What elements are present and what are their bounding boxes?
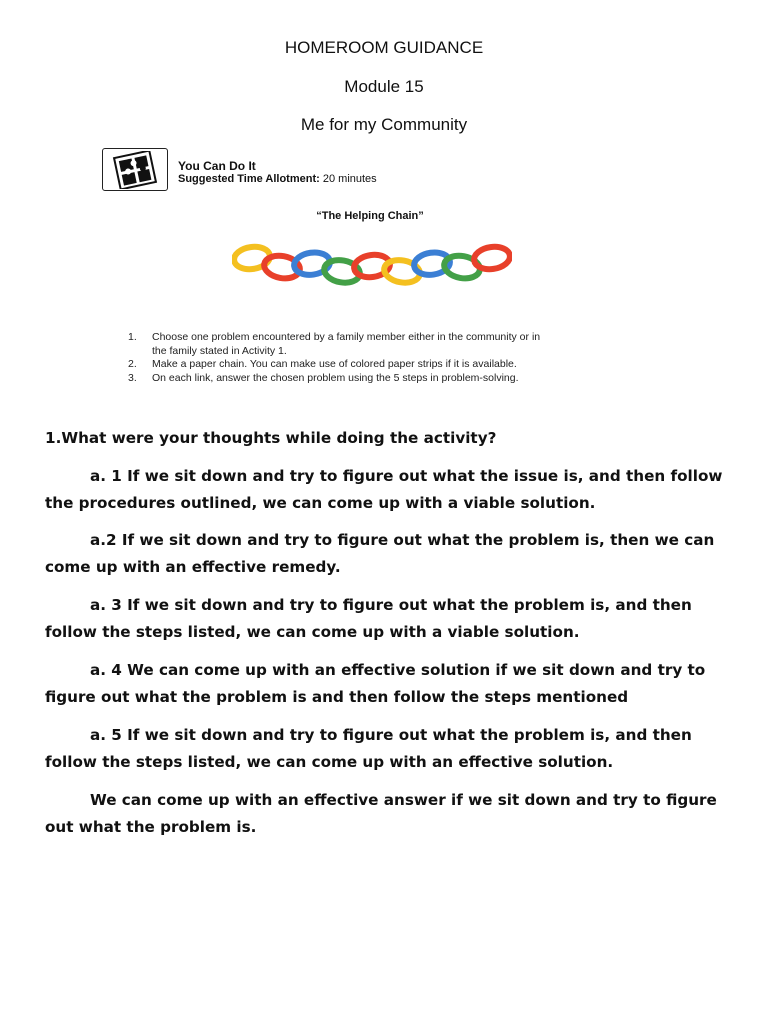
answer-paragraph: a. 3 If we sit down and try to figure out what the problem is, and then follow the steps listed, we can come up with a viable solution. [45,596,692,641]
time-allotment [178,173,377,185]
helping-chain-illustration [232,236,512,294]
question-heading: 1.What were your thoughts while doing the activity? [45,429,497,447]
answer-paragraph: a. 1 If we sit down and try to figure out what the issue is, and then follow the procedures outlined, we can come up with a viable solution. [45,467,723,512]
instruction-item: 3. On each link, answer the chosen problem using the 5 steps in problem-solving. [128,371,519,384]
answer-paragraph: a. 4 We can come up with an effective solution if we sit down and try to figure out what the problem is and then follow the steps mentioned [45,661,706,706]
answer-paragraph: a.2 If we sit down and try to figure out what the problem is, then we can come up with an effective remedy. [45,531,715,576]
puzzle-icon [107,151,163,189]
time-label: Suggested Time Allotment: [178,173,320,185]
activity-title: You Can Do It [178,159,256,173]
page-title: HOMEROOM GUIDANCE [284,38,484,57]
instruction-list [128,331,540,385]
module-label: Module 15 [344,77,424,96]
activity-card [102,148,168,191]
instruction-item: 1. Choose one problem encountered by a family member either in the community or in the family stated in Activity 1. [128,331,541,357]
time-value: 20 minutes [322,173,377,185]
module-subtitle: Me for my Community [300,115,468,134]
instruction-item: 2. Make a paper chain. You can make use of colored paper strips if it is available. [128,358,517,370]
answer-paragraph: We can come up with an effective answer if we sit down and try to figure out what the problem is. [45,791,717,836]
chain-link [473,245,512,272]
chain-title: “The Helping Chain” [316,210,424,222]
answer-paragraph: a. 5 If we sit down and try to figure out what the problem is, and then follow the steps listed, we can come up with an effective solution. [45,726,692,771]
